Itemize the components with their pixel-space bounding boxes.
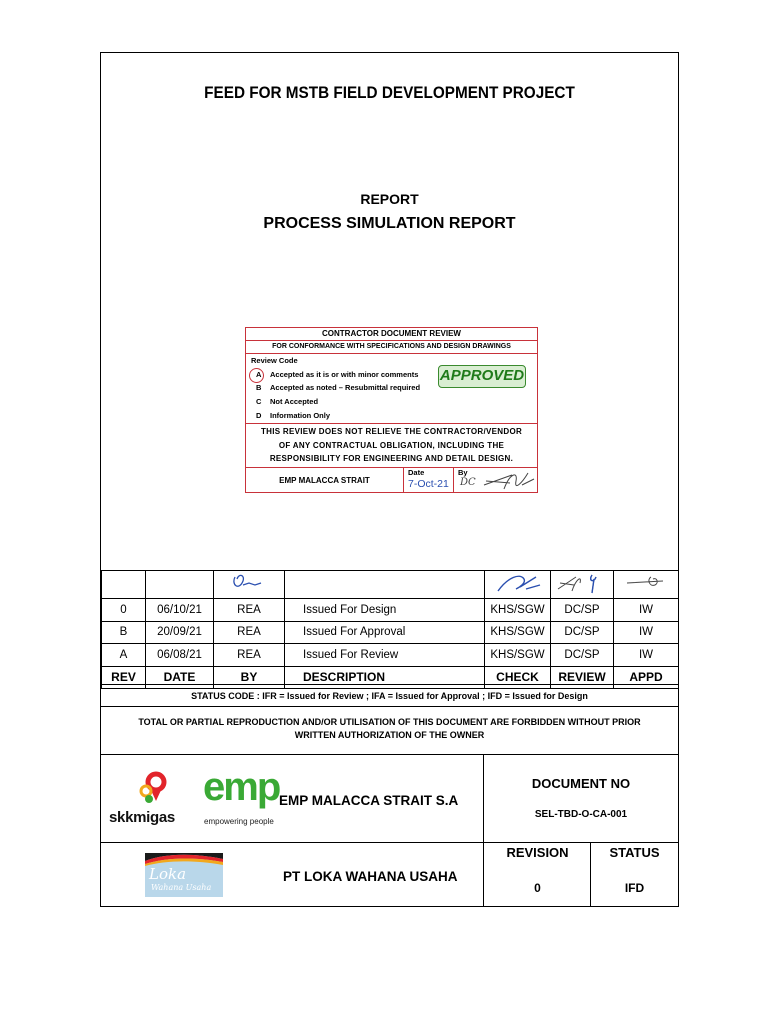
- signature-icon: [621, 571, 671, 595]
- loka-tagline: Wahana Usaha: [151, 883, 212, 892]
- review-code-d: D Information Only: [256, 411, 330, 420]
- emp-wordmark: emp: [203, 765, 280, 809]
- stamp-by: By DC: [454, 468, 539, 493]
- review-code-b: B Accepted as noted – Resubmittal required: [256, 383, 421, 392]
- stamp-date: Date 7-Oct-21: [404, 468, 454, 493]
- skkmigas-wordmark: skkmigas: [109, 809, 175, 826]
- stamp-subheading: FOR CONFORMANCE WITH SPECIFICATIONS AND DESIGN DRAWINGS: [246, 341, 537, 354]
- stamp-date-value: 7-Oct-21: [408, 478, 449, 490]
- stamp-signoff: [246, 468, 537, 493]
- revision-value: 0: [534, 881, 541, 895]
- check-signature: [485, 571, 551, 599]
- status-code-note: STATUS CODE : IFR = Issued for Review ; IFA = Issued for Approval ; IFD = Issued for Design: [101, 684, 678, 707]
- review-code-a: A Accepted as it is or with minor comments: [256, 370, 419, 379]
- table-row: B 20/09/21 REA Issued For Approval KHS/SGW DC/SP IW: [102, 621, 679, 644]
- review-signature: [551, 571, 614, 599]
- loka-wordmark: Loka: [149, 865, 187, 883]
- document-frame: [100, 52, 679, 907]
- stamp-heading: CONTRACTOR DOCUMENT REVIEW: [246, 328, 537, 341]
- owner-block: [101, 755, 678, 843]
- status-label: STATUS: [609, 845, 660, 860]
- revision-table: [101, 570, 679, 689]
- reproduction-note: TOTAL OR PARTIAL REPRODUCTION AND/OR UTILISATION OF THIS DOCUMENT ARE FORBIDDEN WITHOUT PRIOR WRITTEN AUTHORIZATION OF THE OWNER: [101, 707, 678, 755]
- stamp-by-value: DC: [460, 477, 476, 488]
- emp-tagline: empowering people: [204, 817, 274, 826]
- signature-icon: [554, 571, 610, 595]
- review-stamp: [245, 327, 538, 493]
- signature-icon: [229, 571, 269, 595]
- signature-icon: [490, 571, 546, 595]
- contractor-name: PT LOKA WAHANA USAHA: [283, 869, 458, 884]
- review-code-c: C Not Accepted: [256, 397, 319, 406]
- table-header-row: REV DATE BY DESCRIPTION CHECK REVIEW APPD: [102, 666, 679, 689]
- owner-name: EMP MALACCA STRAIT S.A: [279, 793, 459, 808]
- table-row: 0 06/10/21 REA Issued For Design KHS/SGW DC/SP IW: [102, 599, 679, 622]
- signature-row: [102, 571, 679, 599]
- stamp-company: EMP MALACCA STRAIT: [246, 468, 404, 493]
- review-code-label: Review Code: [251, 356, 298, 365]
- revision-label: REVISION: [506, 845, 569, 860]
- project-title: FEED FOR MSTB FIELD DEVELOPMENT PROJECT: [204, 83, 575, 102]
- skkmigas-pin-icon: [137, 771, 167, 805]
- document-no-label: DOCUMENT NO: [531, 776, 631, 791]
- report-label: REPORT: [360, 191, 419, 207]
- by-signature: [214, 571, 285, 599]
- signature-icon: [482, 469, 536, 493]
- report-title: PROCESS SIMULATION REPORT: [263, 215, 516, 232]
- review-codes: [246, 354, 537, 424]
- table-row: A 06/08/21 REA Issued For Review KHS/SGW DC/SP IW: [102, 644, 679, 667]
- skkmigas-logo: [109, 769, 193, 833]
- approved-stamp: APPROVED: [438, 365, 526, 388]
- emp-logo: [199, 765, 280, 833]
- appd-signature: [614, 571, 679, 599]
- loka-logo: [145, 853, 223, 897]
- status-value: IFD: [624, 881, 645, 895]
- document-no-value: SEL-TBD-O-CA-001: [534, 809, 628, 820]
- contractor-block: [101, 843, 678, 907]
- stamp-disclaimer: THIS REVIEW DOES NOT RELIEVE THE CONTRACTOR/VENDOR OF ANY CONTRACTUAL OBLIGATION, INCLUDING THE RESPONSIBILITY FOR ENGINEERING AND DETAIL DESIGN.: [246, 424, 537, 468]
